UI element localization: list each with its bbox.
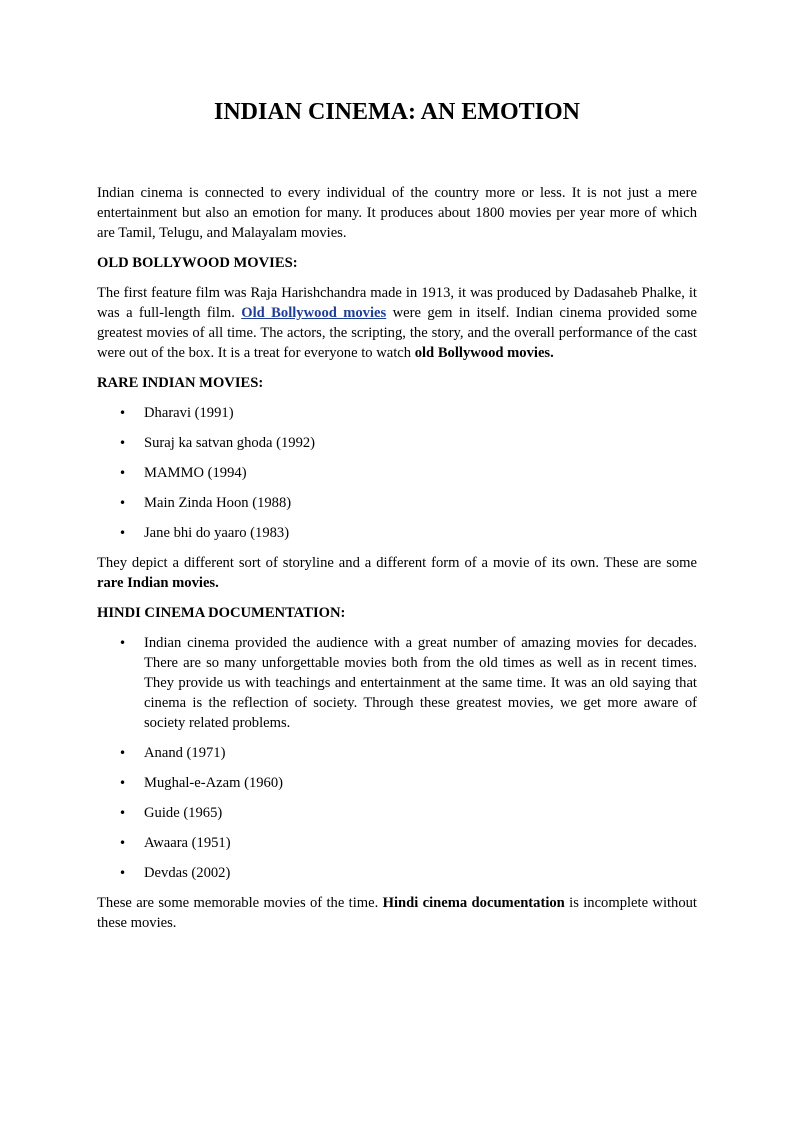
hindi-cinema-paragraph [97, 893, 697, 933]
intro-paragraph: Indian cinema is connected to every individual of the country more or less. It is not just a mere entertainment but also an emotion for many. It produces about 1800 movies per year more of which are Tamil, Telugu, and Malayalam movies. [97, 185, 697, 241]
hindi-cinema-list [97, 633, 697, 883]
list-item: • Dharavi (1991) [97, 403, 697, 423]
hindi-cinema-text-2: is incomplete without these movies. [97, 895, 697, 931]
rare-movies-bold: rare Indian movies. [97, 575, 219, 591]
list-item: • Mughal-e-Azam (1960) [97, 773, 697, 793]
list-item: • Main Zinda Hoon (1988) [97, 493, 697, 513]
list-item: • Anand (1971) [97, 743, 697, 763]
hindi-cinema-text-1: These are some memorable movies of the time. [97, 895, 383, 911]
old-bollywood-heading: OLD BOLLYWOOD MOVIES: [97, 255, 298, 271]
list-item: • Guide (1965) [97, 803, 697, 823]
rare-movies-text: They depict a different sort of storyline and a different form of a movie of its own. These are some [97, 555, 697, 571]
page-title: INDIAN CINEMA: AN EMOTION [213, 99, 580, 125]
list-item: • Indian cinema provided the audience with a great number of amazing movies for decades. There are so many unforgettable movies both from the old times as well as in recent times. They provide us with teachings and entertainment at the same time. It was an old saying that cinema is the reflection of society. Through these greatest movies, we get more aware of society related problems. [97, 633, 697, 733]
old-bollywood-bold: old Bollywood movies. [414, 345, 554, 361]
hindi-cinema-bold: Hindi cinema documentation [382, 895, 565, 911]
list-item: • Suraj ka satvan ghoda (1992) [97, 433, 697, 453]
list-item: • Jane bhi do yaaro (1983) [97, 523, 697, 543]
rare-movies-heading: RARE INDIAN MOVIES: [97, 375, 264, 391]
old-bollywood-text-1: The first feature film was Raja Harishchandra made in 1913, it was produced by Dadasaheb Phalke, it was a full-length film. [97, 285, 697, 321]
list-item: • Awaara (1951) [97, 833, 697, 853]
list-item: • Devdas (2002) [97, 863, 697, 883]
old-bollywood-paragraph [97, 283, 697, 363]
rare-movies-paragraph [97, 553, 697, 593]
old-bollywood-text-2: were gem in itself. Indian cinema provided some greatest movies of all time. The actors, the scripting, the story, and the overall performance of the cast were out of the box. It is a treat for everyone to watch [97, 305, 697, 361]
document-body [97, 183, 697, 943]
list-item: • MAMMO (1994) [97, 463, 697, 483]
rare-movies-list [97, 403, 697, 543]
hindi-cinema-heading: HINDI CINEMA DOCUMENTATION: [97, 605, 346, 621]
old-bollywood-movies-link[interactable]: Old Bollywood movies [241, 305, 387, 321]
